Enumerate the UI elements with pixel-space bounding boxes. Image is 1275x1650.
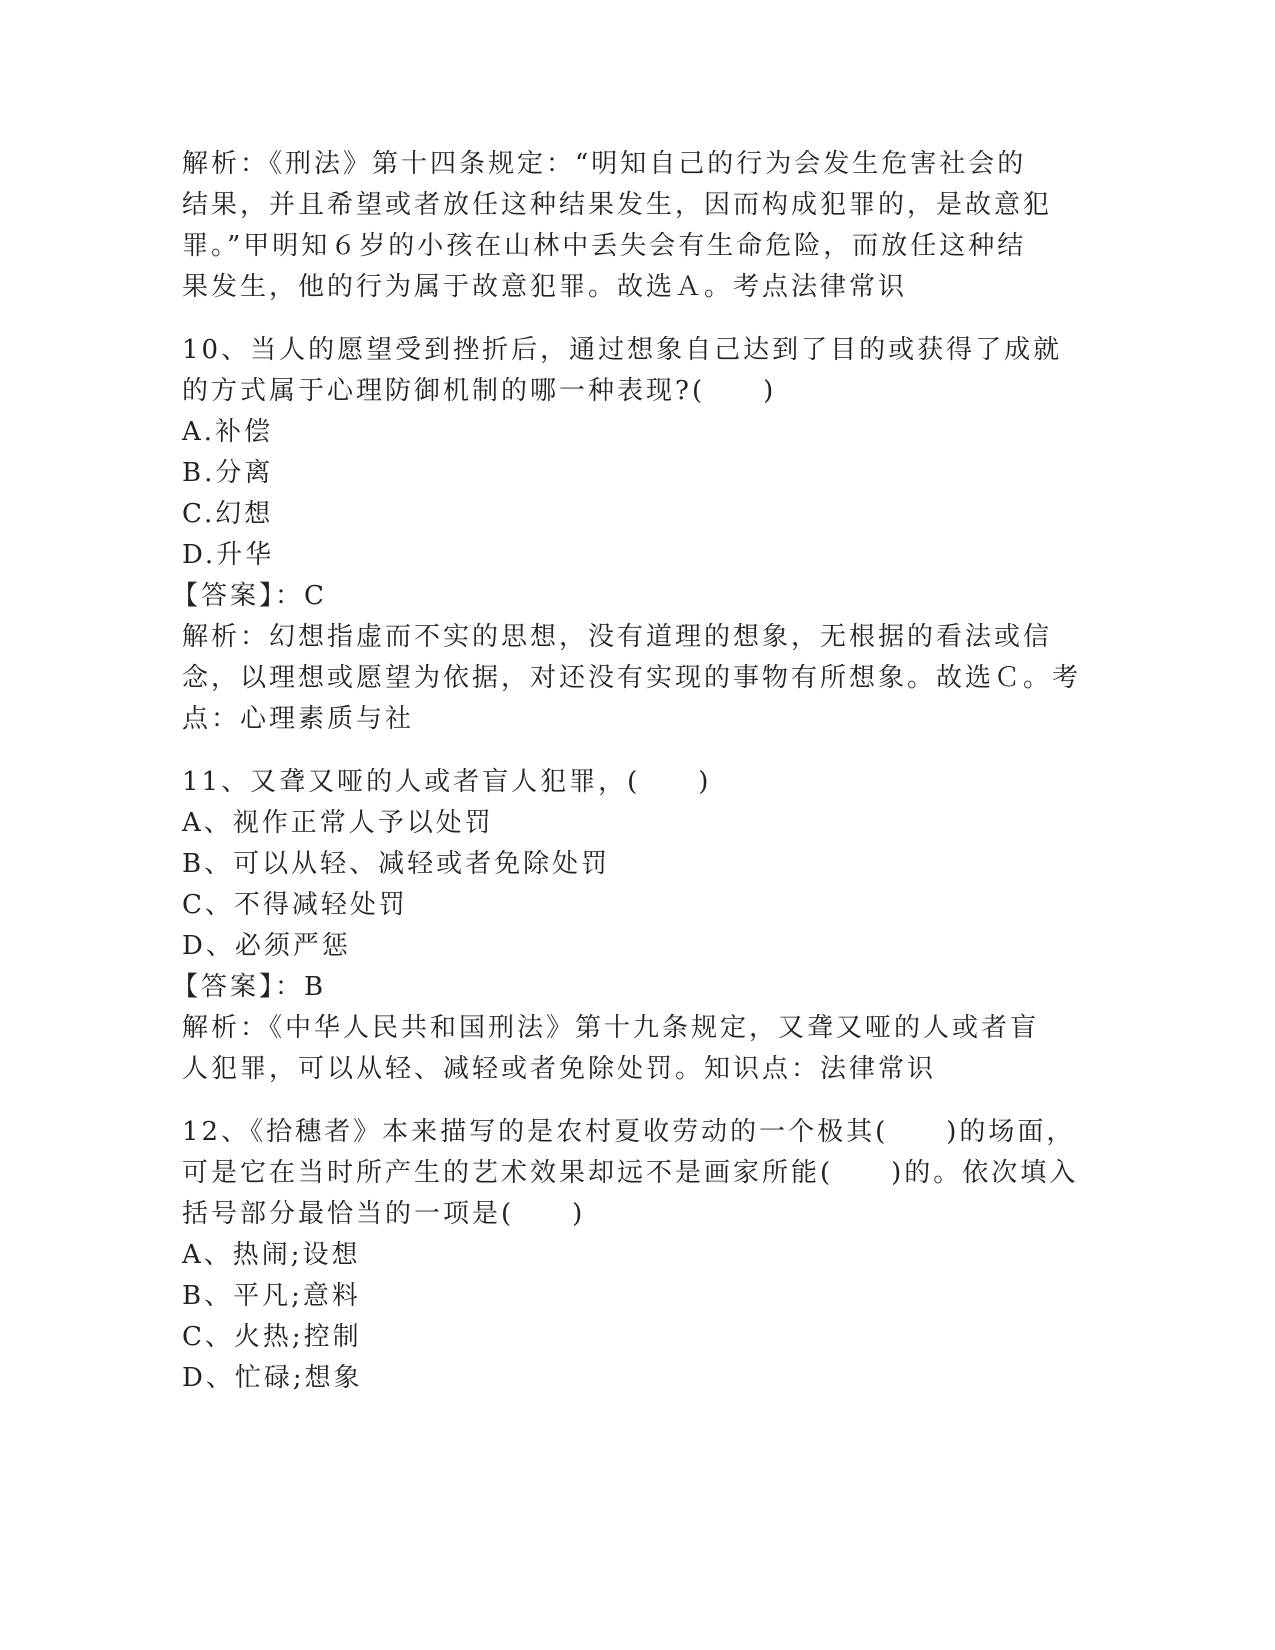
- analysis-line: 解析：《刑法》第十四条规定：“明知自己的行为会发生危害社会的: [182, 149, 1027, 179]
- question-text: 10、当人的愿望受到挫折后，通过想象自己达到了目的或获得了成就: [182, 335, 1063, 365]
- option-b: B、平凡;意料: [182, 1281, 361, 1311]
- option-d: D、必须严惩: [182, 931, 351, 961]
- option-c: C.幻想: [182, 499, 274, 529]
- analysis-line: 结果，并且希望或者放任这种结果发生，因而构成犯罪的，是故意犯: [182, 190, 1053, 220]
- analysis-line: 罪。”甲明知６岁的小孩在山林中丢失会有生命危险，而放任这种结: [182, 231, 1027, 261]
- question-text: 11、又聋又哑的人或者盲人犯罪，( ): [182, 767, 712, 797]
- option-b: B.分离: [182, 458, 274, 488]
- option-c: C、火热;控制: [182, 1322, 362, 1352]
- option-b: B、可以从轻、减轻或者免除处罚: [182, 849, 611, 879]
- option-d: D.升华: [182, 540, 275, 570]
- question-text: 的方式属于心理防御机制的哪一种表现?( ): [182, 376, 777, 406]
- answer-label: 【答案】：B: [172, 972, 327, 1002]
- analysis-line: 解析：幻想指虚而不实的思想，没有道理的想象，无根据的看法或信: [182, 622, 1053, 652]
- question-text: 可是它在当时所产生的艺术效果却远不是画家所能( )的。依次填入: [182, 1158, 1079, 1188]
- page-content: [172, 144, 1082, 1399]
- question-text: 括号部分最恰当的一项是( ): [182, 1199, 586, 1229]
- option-c: C、不得减轻处罚: [182, 890, 408, 920]
- answer-label: 【答案】：C: [172, 581, 327, 611]
- analysis-line: 人犯罪，可以从轻、减轻或者免除处罚。知识点：法律常识: [182, 1054, 937, 1084]
- analysis-line: 点：心理素质与社: [182, 704, 415, 734]
- analysis-line: 果发生，他的行为属于故意犯罪。故选Ａ。考点法律常识: [182, 272, 908, 302]
- question-block-10: [172, 330, 1082, 740]
- option-a: A.补偿: [182, 417, 274, 447]
- option-d: D、忙碌;想象: [182, 1363, 363, 1393]
- question-text: 12、《拾穗者》本来描写的是农村夏收劳动的一个极其( )的场面，: [182, 1117, 1076, 1147]
- analysis-block-9: [182, 144, 1053, 308]
- analysis-line: 念，以理想或愿望为依据，对还没有实现的事物有所想象。故选Ｃ。考: [182, 663, 1082, 693]
- option-a: A、视作正常人予以处罚: [182, 808, 494, 838]
- question-block-11: [172, 762, 1042, 1090]
- question-block-12: [182, 1112, 1079, 1399]
- analysis-line: 解析：《中华人民共和国刑法》第十九条规定，又聋又哑的人或者盲: [182, 1013, 1040, 1043]
- option-a: A、热闹;设想: [182, 1240, 361, 1270]
